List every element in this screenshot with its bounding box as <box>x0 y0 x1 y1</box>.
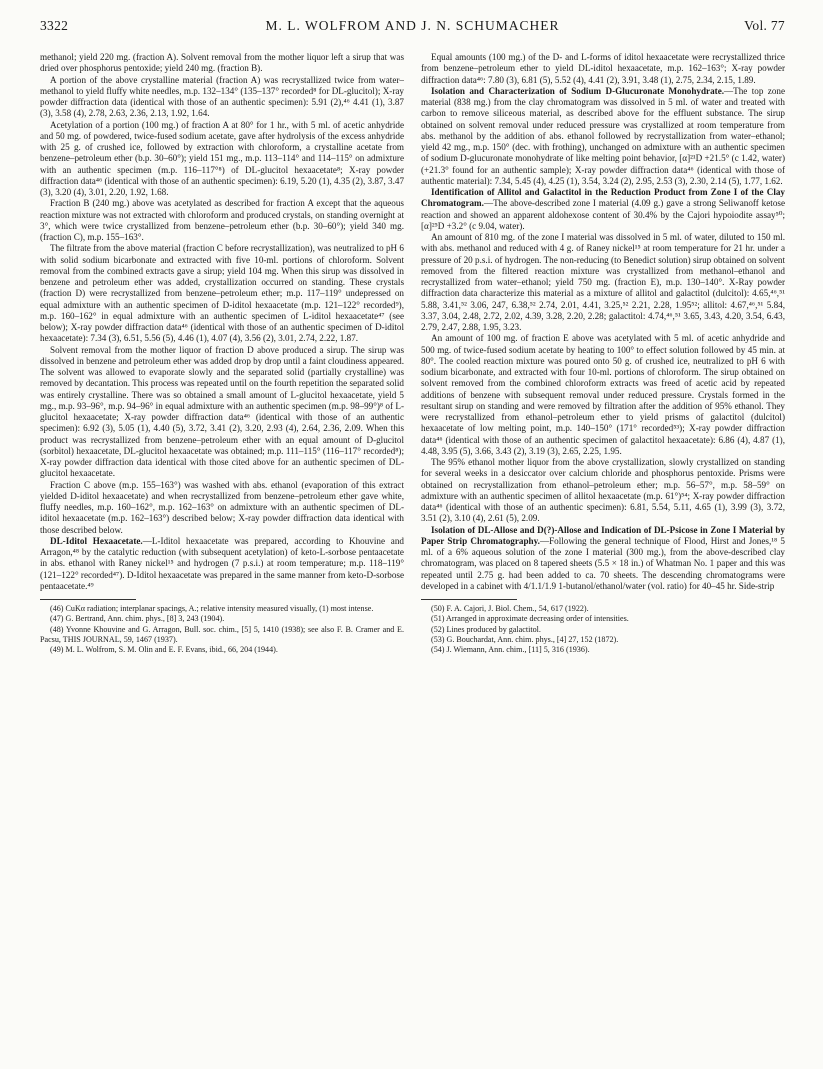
paragraph-body: —L-Iditol hexaacetate was prepared, according to Khouvine and Arragon,⁴⁸ by the catalytic reduction (with subsequent acetylation) of keto-L-sorbose pentaacetate in abs. ethanol with Raney nickel¹⁵ and hydrogen (7 p.s.i.) at room temperature; m.p. 118–119° (121–122° recorded⁴⁷). D-Iditol hexaacetate was prepared in the same manner from keto-D-sorbose pentaacetate.⁴⁹ <box>40 535 404 591</box>
paragraph-body: —The top zone material (838 mg.) from the clay chromatogram was dissolved in 5 ml. of water and treated with carbon to remove siliceous material, as described above for the effluent substance. The sirup obtained on solvent removal under reduced pressure was crystallized at room temperature from abs. methanol by the addition of abs. ethanol followed by recrystallization from water–ethanol; yield 42 mg., m.p. 150° (dec. with frothing), unchanged on admixture with an authentic specimen of sodium D-glucuronate monohydrate of like melting point behavior, [α]²¹D +21.5° (c 1.42, water) (+21.3° found for an authentic sample); X-ray powder diffraction data⁴⁶ (identical with those of authentic material): 7.34, 5.45 (4), 4.25 (1), 3.54, 3.24 (2), 2.95, 2.53 (3), 2.30, 2.14 (5), 1.77, 1.62. <box>421 85 785 186</box>
footnote: (54) J. Wiemann, Ann. chim., [11] 5, 316 (1936). <box>431 645 590 655</box>
run-in-heading: Isolation of DL-Allose and D(?)-Allose and Indication of DL-Psicose in Zone I Material by Paper Strip Chromatography. <box>421 524 785 546</box>
footnote: (52) Lines produced by galactitol. <box>431 624 541 634</box>
run-in-heading: Identification of Allitol and Galactitol in the Reduction Product from Zone I of the Clay Chromatogram. <box>421 187 785 209</box>
footnote-rule <box>40 599 136 600</box>
footnotes-left <box>40 604 404 655</box>
paragraph: Solvent removal from the mother liquor of fraction D above produced a sirup. The sirup was dissolved in benzene and petroleum ether was added drop by drop until a faint cloudiness appeared. The solvent was allowed to evaporate slowly and the separated solid (partially crystalline) was removed by decantation. This process was repeated until on the fourth repetition the separated solid was entirely crystalline. There was so obtained a small amount of L-glucitol hexaacetate, yield 5 mg., m.p. 93–96°, m.p. 94–96° in equal admixture with an authentic specimen (m.p. 98–99°)⁸ of L-glucitol hexaacetate; X-ray powder diffraction data⁴⁶ (identical with those of an authentic specimen): 6.92 (3), 5.05 (1), 4.40 (5), 3.72, 3.41 (2), 3.20, 2.93 (4), 2.64, 2.36, 2.09. When this product was recrystallized from benzene–petroleum ether with an equal amount of D-glucitol (sorbitol) hexaacetate, DL-glucitol hexaacetate was obtained; m.p. 111–115° (116–117° recorded⁸); X-ray powder diffraction data identical with those cited above for an authentic specimen of DL-glucitol hexaacetate. <box>40 344 404 479</box>
right-column <box>421 52 785 655</box>
paragraph: methanol; yield 220 mg. (fraction A). Solvent removal from the mother liquor left a sirup that was dried over phosphorus pentoxide; yield 240 mg. (fraction B). <box>40 52 404 74</box>
paragraph-body: —The above-described zone I material (4.09 g.) gave a strong Seliwanoff ketose reaction and showed an apparent aldohexose content of 30.4% by the Cajori hypoiodite assay⁵⁰; [α]²⁵D +3.2° (c 9.04, water). <box>421 198 785 231</box>
paragraph: A portion of the above crystalline material (fraction A) was recrystallized twice from water–methanol to yield fluffy white needles, m.p. 132–134° (135–137° recorded⁸ for DL-glucitol); X-ray powder diffraction data (identical with those of an authentic specimen): 5.91 (2),⁴⁶ 4.41 (1), 3.87 (3), 3.58 (4), 2.78, 2.63, 2.36, 2.13, 1.92, 1.64. <box>40 74 404 119</box>
running-head-authors: M. L. WOLFROM AND J. N. SCHUMACHER <box>265 18 560 33</box>
running-header <box>40 18 785 42</box>
paragraph: The 95% ethanol mother liquor from the above crystallization, slowly crystallized on standing for several weeks in a desiccator over calcium chloride and phosphorus pentoxide. Prisms were obtained on recrystallization from ethanol–petroleum ether; m.p. 56–57°, m.p. 58–59° on admixture with an authentic specimen of allitol hexaacetate (m.p. 61°)⁵⁴; X-ray powder diffraction data⁴⁶ (identical with those of an authentic specimen): 6.81, 5.54, 5.11, 4.65 (1), 3.99 (3), 3.72, 3.51 (2), 3.10 (4), 2.61 (5), 2.09. <box>421 457 785 524</box>
paragraph: Fraction C above (m.p. 155–163°) was washed with abs. ethanol (evaporation of this extract yielded D-iditol hexaacetate) and when recrystallized from benzene–petroleum ether gave white, fluffy needles, m.p. 160–162°, m.p. 162–163° on admixture with an authentic specimen of DL-iditol hexaacetate (m.p. 162–163°) described below; X-ray powder diffraction data identical with those described below. <box>40 479 404 535</box>
two-column-body <box>40 52 785 655</box>
footnote: (49) M. L. Wolfrom, S. M. Olin and E. F. Evans, ibid., 66, 204 (1944). <box>50 645 278 655</box>
paragraph: Fraction B (240 mg.) above was acetylated as described for fraction A except that the aqueous reaction mixture was not extracted with chloroform and produced crystals, on standing overnight at 3°, which were twice crystallized from benzene–petroleum ether (b.p. 30–60°); yield 340 mg. (fraction C), m.p. 155–163°. <box>40 198 404 242</box>
paragraph <box>421 86 785 187</box>
left-column <box>40 52 404 655</box>
run-in-heading: Isolation and Characterization of Sodium D-Glucuronate Monohydrate. <box>431 85 725 96</box>
paragraph: Equal amounts (100 mg.) of the D- and L-forms of iditol hexaacetate were recrystallized thrice from benzene–petroleum ether to yield DL-iditol hexaacetate, m.p. 162–163°; X-ray powder diffraction data⁴⁶: 7.80 (3), 6.81 (5), 5.52 (4), 4.41 (2), 3.91, 3.48 (1), 2.75, 2.34, 2.15, 1.89. <box>421 52 785 85</box>
footnote: (48) Yvonne Khouvine and G. Arragon, Bull. soc. chim., [5] 5, 1410 (1938); see also F. B. Cramer and E. Pacsu, THIS JOURNAL, 59, 1467 (1937). <box>40 624 404 644</box>
footnotes-right <box>421 604 785 655</box>
footnote: (47) G. Bertrand, Ann. chim. phys., [8] 3, 243 (1904). <box>50 614 225 624</box>
footnote: (46) CuKα radiation; interplanar spacings, A.; relative intensity measured visually, (1) most intense. <box>50 604 374 613</box>
paragraph-body: —Following the general technique of Flood, Hirst and Jones,¹⁸ 5 ml. of a 6% aqueous solution of the zone I material (300 mg.), from the above-described clay chromatogram, was placed on 8 tapered sheets (5.5 × 18 in.) of Whatman No. 1 paper and this was repeated until 2.75 g. had been added to ca. 70 sheets. The descending chromatograms were developed in a cabinet with 4/1.1/1.9 1-butanol/ethanol/water (vol. ratio) for 40–45 hr. Side-strip <box>421 535 785 591</box>
footnote: (50) F. A. Cajori, J. Biol. Chem., 54, 617 (1922). <box>431 604 589 613</box>
paragraph: An amount of 100 mg. of fraction E above was acetylated with 5 ml. of acetic anhydride and 500 mg. of twice-fused sodium acetate by heating to 100° to effect solution followed by 45 min. at 80°. The cooled reaction mixture was poured onto 50 g. of crushed ice, neutralized to pH 6 with sodium bicarbonate, and extracted with four 10-ml. portions of chloroform. The sirup obtained on solvent removed from the combined chloroform extracts was freed of acetic acid by repeated additions of benzene with subsequent removal under reduced pressure. Crystals formed in the resultant sirup on standing and were removed by filtration after the addition of 95% ethanol. They were recrystallized from ethanol–petroleum ether to yield prisms of galactitol (dulcitol) hexaacetate of low melting point, m.p. 140–150° (171° recorded⁵³); X-ray powder diffraction data⁴⁶ (identical with those of an authentic specimen of galactitol hexaacetate): 6.86 (4), 4.87 (1), 4.48, 3.95 (5), 3.66, 3.43 (2), 3.19 (3), 2.65, 2.25, 1.95. <box>421 333 785 456</box>
paragraph: The filtrate from the above material (fraction C before recrystallization), was neutralized to pH 6 with solid sodium bicarbonate and extracted with five 10-ml. portions of chloroform. Solvent removal from the combined extracts gave a sirup; yield 104 mg. When this sirup was dissolved in benzene and petroleum ether was added, crystallization occurred on standing. These crystals (fraction D) were recrystallized from benzene–petroleum ether; m.p. 117–119° undepressed on equal admixture with an authentic specimen of D-iditol hexaacetate (m.p. 121–122° recorded⁹), m.p. 160–162° in equal admixture with an authentic specimen of L-iditol hexaacetate⁴⁷ (see below); X-ray powder diffraction data⁴⁶ (identical with those of an authentic specimen of D-iditol hexaacetate): 7.34 (3), 6.51, 5.56 (5), 4.46 (1), 4.07 (4), 3.56 (2), 3.01, 2.74, 2.22, 1.87. <box>40 243 404 344</box>
footnote: (51) Arranged in approximate decreasing order of intensities. <box>431 614 629 624</box>
footnote-rule <box>421 599 517 600</box>
paragraph: An amount of 810 mg. of the zone I material was dissolved in 5 ml. of water, diluted to 150 ml. with abs. methanol and reduced with 4 g. of Raney nickel¹⁵ at room temperature for 21 hr. under a pressure of 20 p.s.i. of hydrogen. The non-reducing (to Benedict solution) sirup obtained on solvent removed from the filtered reaction mixture was crystallized from methanol–ethanol and recrystallized from water–ethanol; yield 750 mg. (fraction E), m.p. 130–140°. X-Ray powder diffraction data characterize this material as a mixture of allitol and galactitol (dulcitol): 4.65,⁴⁶,⁵¹ 5.88, 3.41,⁵² 3.06, 247, 6.38,⁵² 2.74, 2.01, 4.41, 3.25,⁵² 2.21, 2.28, 1.95⁵²; allitol: 4.67,⁴⁶,⁵¹ 5.84, 3.37, 3.04, 2.48, 2.72, 2.02, 4.39, 3.28, 2.20, 2.28; galactitol: 4.74,⁴⁶,⁵¹ 3.65, 3.43, 4.20, 3.54, 6.43, 2.79, 2.47, 2.88, 1.95, 3.23. <box>421 232 785 332</box>
volume-label: Vol. 77 <box>744 18 785 33</box>
run-in-heading: DL-Iditol Hexaacetate. <box>50 535 143 546</box>
footnote: (53) G. Bouchardat, Ann. chim. phys., [4] 27, 152 (1872). <box>431 634 619 644</box>
paragraph <box>40 536 404 592</box>
paragraph <box>421 525 785 593</box>
paragraph <box>421 187 785 232</box>
page-number: 3322 <box>40 18 69 33</box>
paragraph: Acetylation of a portion (100 mg.) of fraction A at 80° for 1 hr., with 5 ml. of acetic anhydride and 50 mg. of powdered, twice-fused sodium acetate, gave after hydrolysis of the excess anhydride with 25 g. of crushed ice, followed by extraction with chloroform, a crystalline acetate from benzene–petroleum ether (b.p. 30–60°); yield 151 mg., m.p. 113–114° and 114–115° on admixture with an authentic specimen (m.p. 116–117°⁸) of DL-glucitol hexaacetate⁸; X-ray powder diffraction data⁴⁶ (identical with those of an authentic specimen): 6.19, 5.20 (1), 4.35 (2), 3.87, 3.47 (3), 3.20 (4), 3.01, 2.20, 1.92, 1.68. <box>40 119 405 197</box>
